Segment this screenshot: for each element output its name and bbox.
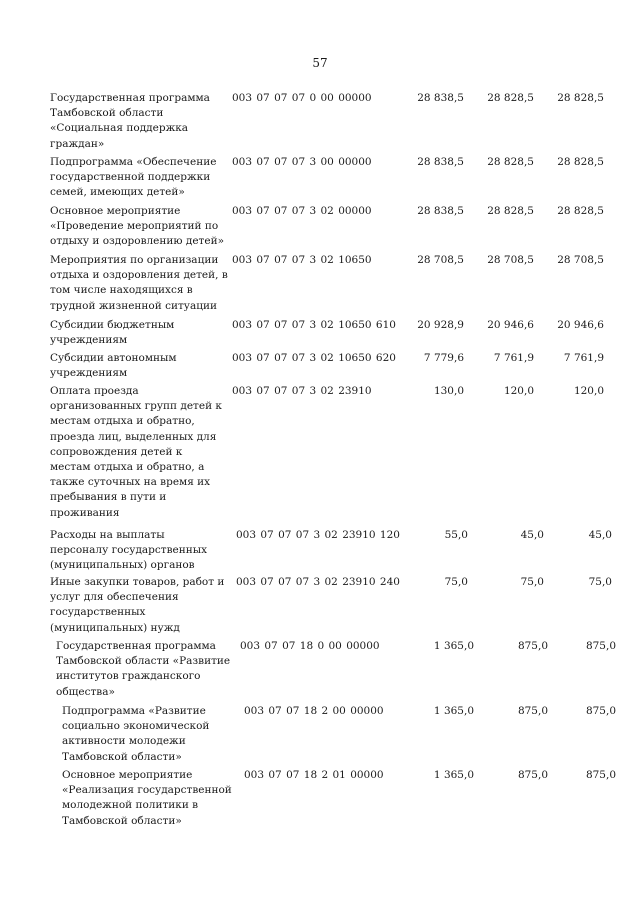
row-value-2: 28 828,5 [487, 92, 534, 104]
row-value-1: 28 708,5 [417, 254, 464, 266]
row-value-1: 55,0 [444, 529, 468, 541]
row-value-2: 28 828,5 [487, 156, 534, 168]
row-code: 003 07 07 07 0 00 00000 [232, 92, 372, 104]
row-value-2: 28 708,5 [487, 254, 534, 266]
row-value-2: 120,0 [503, 385, 534, 397]
row-name: Государственная программа Тамбовской области «Социальная поддержка граждан» [50, 92, 210, 150]
row-name: Расходы на выплаты персоналу государственных (муниципальных) органов [50, 529, 207, 572]
row-name: Иные закупки товаров, работ и услуг для обеспечения государственных (муниципальных) нужд [50, 576, 225, 634]
row-value-3: 28 828,5 [557, 205, 604, 217]
row-value-2: 875,0 [517, 640, 548, 652]
row-code: 003 07 07 18 2 01 00000 [244, 769, 384, 781]
row-value-1: 1 365,0 [433, 705, 474, 717]
row-value-3: 7 761,9 [563, 352, 604, 364]
row-value-1: 1 365,0 [433, 640, 474, 652]
row-value-3: 28 828,5 [557, 92, 604, 104]
row-value-2: 75,0 [520, 576, 544, 588]
row-value-3: 75,0 [588, 576, 612, 588]
row-name: Оплата проезда организованных групп детей к местам отдыха и обратно, проезда лиц, выделенных для сопровождения детей к местам отдыха и обратно, а также суточных на время их пребывания в пути и проживания [50, 385, 222, 519]
row-value-3: 875,0 [585, 640, 616, 652]
row-value-1: 20 928,9 [417, 319, 464, 331]
row-value-1: 130,0 [433, 385, 464, 397]
row-name: Субсидии автономным учреждениям [50, 352, 177, 380]
row-value-2: 7 761,9 [493, 352, 534, 364]
row-code: 003 07 07 07 3 02 23910 [232, 385, 372, 397]
row-value-1: 28 838,5 [417, 156, 464, 168]
row-value-1: 7 779,6 [423, 352, 464, 364]
row-name: Государственная программа Тамбовской области «Развитие институтов гражданского общества» [56, 640, 231, 698]
row-value-3: 875,0 [585, 769, 616, 781]
row-value-2: 875,0 [517, 769, 548, 781]
row-name: Основное мероприятие «Проведение мероприятий по отдыху и оздоровлению детей» [50, 205, 224, 248]
row-name: Основное мероприятие «Реализация государственной молодежной политики в Тамбовской области» [62, 769, 232, 827]
row-code: 003 07 07 07 3 02 10650 610 [232, 319, 396, 331]
row-code: 003 07 07 07 3 00 00000 [232, 156, 372, 168]
row-code: 003 07 07 07 3 02 23910 240 [236, 576, 400, 588]
row-code: 003 07 07 18 2 00 00000 [244, 705, 384, 717]
row-name: Подпрограмма «Развитие социально экономической активности молодежи Тамбовской области» [62, 705, 210, 763]
row-value-1: 1 365,0 [433, 769, 474, 781]
row-value-3: 875,0 [585, 705, 616, 717]
row-name: Мероприятия по организации отдыха и оздоровления детей, в том числе находящихся в трудной жизненной ситуации [50, 254, 228, 312]
row-value-1: 28 838,5 [417, 205, 464, 217]
row-value-3: 28 828,5 [557, 156, 604, 168]
row-value-1: 75,0 [444, 576, 468, 588]
row-code: 003 07 07 07 3 02 10650 620 [232, 352, 396, 364]
row-code: 003 07 07 07 3 02 10650 [232, 254, 372, 266]
row-value-3: 120,0 [573, 385, 604, 397]
row-value-3: 45,0 [588, 529, 612, 541]
row-value-2: 28 828,5 [487, 205, 534, 217]
row-name: Подпрограмма «Обеспечение государственной поддержки семей, имеющих детей» [50, 156, 217, 199]
row-value-3: 28 708,5 [557, 254, 604, 266]
row-value-2: 875,0 [517, 705, 548, 717]
page-number: 57 [312, 56, 328, 70]
row-code: 003 07 07 07 3 02 00000 [232, 205, 372, 217]
row-value-3: 20 946,6 [557, 319, 604, 331]
row-code: 003 07 07 18 0 00 00000 [240, 640, 380, 652]
row-value-2: 20 946,6 [487, 319, 534, 331]
row-name: Субсидии бюджетным учреждениям [50, 319, 175, 347]
row-code: 003 07 07 07 3 02 23910 120 [236, 529, 400, 541]
row-value-1: 28 838,5 [417, 92, 464, 104]
row-value-2: 45,0 [520, 529, 544, 541]
